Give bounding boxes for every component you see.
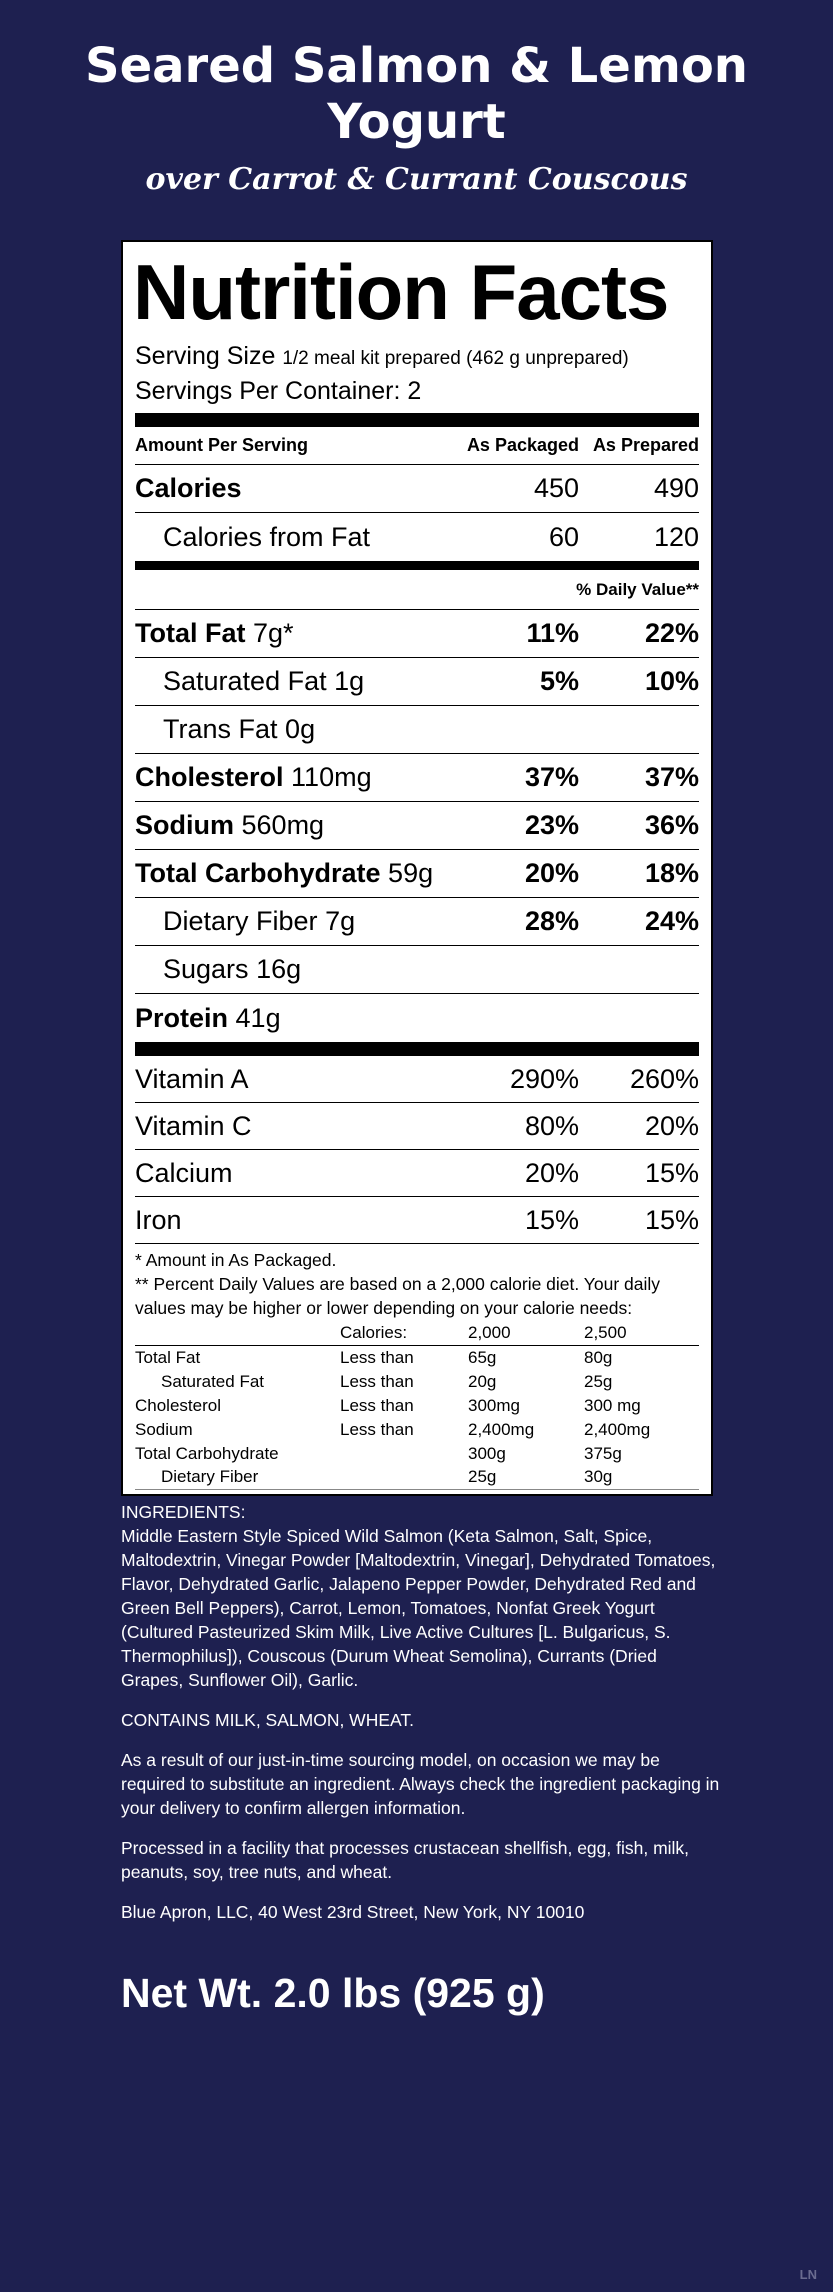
page-header xyxy=(0,0,833,197)
sourcing-notice: As a result of our just-in-time sourcing model, on occasion we may be required to substitute an ingredient. Always check the ingredient packaging in your delivery to confirm allergen information. xyxy=(121,1750,720,1818)
nutrient-row xyxy=(135,754,699,802)
as-prepared-header: As Prepared xyxy=(592,435,699,455)
daily-value-header: % Daily Value** xyxy=(576,579,699,599)
calories-from-fat-label: Calories from Fat xyxy=(163,521,371,552)
calories-prepared: 490 xyxy=(653,473,699,503)
vitamin-prepared: 15% xyxy=(644,1157,699,1188)
reference-cell: 300mg xyxy=(468,1395,520,1415)
vitamin-packaged: 290% xyxy=(509,1063,579,1094)
reference-cell: 25g xyxy=(468,1465,584,1489)
reference-cell xyxy=(340,1441,468,1465)
recipe-subtitle: over Carrot & Currant Couscous xyxy=(145,162,688,197)
net-weight: Net Wt. 2.0 lbs (925 g) xyxy=(121,1970,545,2016)
nutrient-name: Cholesterol xyxy=(135,762,284,792)
reference-table-header xyxy=(135,1321,699,1345)
footnotes xyxy=(135,1244,699,1320)
nutrient-name: Total Fat xyxy=(135,618,246,648)
reference-cell: Less than xyxy=(340,1371,414,1391)
reference-cell: Saturated Fat xyxy=(161,1371,265,1391)
calories-from-fat-packaged: 60 xyxy=(548,521,579,552)
vitamin-name: Vitamin C xyxy=(135,1110,252,1141)
nutrient-dv-prepared: 37% xyxy=(644,762,699,792)
vitamin-row xyxy=(135,1150,699,1197)
reference-cell: 30g xyxy=(584,1465,699,1489)
divider-thick xyxy=(135,1042,699,1056)
calories-from-fat-row xyxy=(135,513,699,561)
vitamin-packaged: 20% xyxy=(524,1157,579,1188)
divider-thick xyxy=(135,413,699,427)
vitamin-row xyxy=(135,1056,699,1103)
serving-size-label: Serving Size xyxy=(135,342,276,370)
reference-table-row xyxy=(135,1369,699,1393)
vitamin-name: Calcium xyxy=(135,1157,233,1188)
ingredients-text: Middle Eastern Style Spiced Wild Salmon (Keta Salmon, Salt, Spice, Maltodextrin, Vinegar Powder [Maltodextrin, Vinegar], Dehydrated Tomatoes, Flavor, Dehydrated Garlic, Jalapeno Pepper Powder, Dehydrated Red and Green Bell Peppers), Carrot, Lemon, Tomatoes, Nonfat Greek Yogurt (Cultured Pasteurized Skim Milk, Live Active Cultures [L. Bulgaricus, S. Thermophilus]), Couscous (Durum Wheat Semolina), Currants (Dried Grapes, Sunflower Oil), Garlic. xyxy=(121,1526,716,1690)
reference-table-row xyxy=(135,1393,699,1417)
vitamin-name: Vitamin A xyxy=(135,1063,249,1094)
reference-header-cell xyxy=(135,1321,340,1345)
reference-cell: 300g xyxy=(468,1443,506,1463)
calories-label: Calories xyxy=(135,473,242,503)
reference-cell: 65g xyxy=(468,1347,497,1367)
daily-value-reference-table xyxy=(135,1321,699,1490)
reference-cell: Sodium xyxy=(135,1419,193,1439)
nutrient-dv-packaged: 5% xyxy=(539,666,579,696)
nutrient-dv-packaged: 23% xyxy=(524,810,579,840)
vitamin-row xyxy=(135,1103,699,1150)
nutrient-row xyxy=(135,850,699,898)
reference-cell: Less than xyxy=(340,1419,414,1439)
vitamin-prepared: 20% xyxy=(644,1110,699,1141)
reference-table-row xyxy=(135,1441,699,1465)
calories-row xyxy=(135,465,699,513)
reference-cell: Total Carbohydrate xyxy=(135,1443,279,1463)
vitamin-prepared: 260% xyxy=(629,1063,699,1094)
reference-header-cell: 2,000 xyxy=(468,1321,584,1345)
nutrient-row xyxy=(135,610,699,658)
reference-table-row xyxy=(135,1417,699,1441)
nutrient-amount: 110mg xyxy=(291,762,372,792)
nutrient-dv-packaged: 37% xyxy=(524,762,579,792)
nutrient-row xyxy=(135,802,699,850)
reference-cell: 20g xyxy=(468,1371,497,1391)
vitamin-prepared: 15% xyxy=(644,1204,699,1235)
amount-per-serving-label: Amount Per Serving xyxy=(135,435,309,455)
nutrient-row xyxy=(135,898,699,946)
vitamin-packaged: 80% xyxy=(524,1110,579,1141)
servings-per-container: Servings Per Container: 2 xyxy=(135,377,422,405)
serving-size-value: 1/2 meal kit prepared (462 g unprepared) xyxy=(282,348,629,369)
vitamin-name: Iron xyxy=(135,1204,182,1235)
nutrient-amount: 16g xyxy=(256,954,302,984)
nutrient-amount: 560mg xyxy=(241,810,325,840)
calories-from-fat-prepared: 120 xyxy=(653,521,699,552)
nutrient-amount: 1g xyxy=(334,666,365,696)
serving-size xyxy=(135,340,699,375)
nutrient-dv-packaged: 11% xyxy=(526,618,579,648)
reference-cell: Less than xyxy=(340,1395,414,1415)
nutrient-dv-prepared: 22% xyxy=(644,618,699,648)
reference-table-row xyxy=(135,1465,699,1489)
reference-cell: Dietary Fiber xyxy=(135,1465,340,1489)
recipe-title: Seared Salmon & Lemon Yogurt xyxy=(85,38,748,150)
nutrient-amount: 7g xyxy=(325,906,356,936)
vitamin-packaged: 15% xyxy=(524,1204,579,1235)
reference-cell: 2,400mg xyxy=(468,1419,535,1439)
footnote-packaged: * Amount in As Packaged. xyxy=(135,1250,337,1270)
nutrient-name: Sodium xyxy=(135,810,234,840)
corner-mark: LN xyxy=(799,2267,817,2282)
nutrient-dv-prepared: 10% xyxy=(644,666,699,696)
facility-notice: Processed in a facility that processes crustacean shellfish, egg, fish, milk, peanuts, soy, tree nuts, and wheat. xyxy=(121,1838,690,1882)
nutrient-amount: 59g xyxy=(388,858,434,888)
reference-cell xyxy=(340,1465,468,1489)
nutrient-row xyxy=(135,706,699,754)
allergen-contains: CONTAINS MILK, SALMON, WHEAT. xyxy=(121,1710,414,1730)
nutrient-row xyxy=(135,658,699,706)
vitamin-row xyxy=(135,1197,699,1244)
nutrition-facts-title: Nutrition Facts xyxy=(133,248,669,336)
reference-cell: 2,400mg xyxy=(584,1419,651,1439)
nutrient-name: Trans Fat xyxy=(163,714,278,744)
nutrient-amount: 0g xyxy=(285,714,316,744)
calories-packaged: 450 xyxy=(533,473,579,503)
nutrition-label xyxy=(121,240,713,1496)
reference-cell: 25g xyxy=(584,1371,613,1391)
reference-cell: Less than xyxy=(340,1347,414,1367)
nutrient-row xyxy=(135,994,699,1042)
nutrient-dv-packaged: 20% xyxy=(524,858,579,888)
column-header-row xyxy=(135,427,699,465)
reference-header-cell: 2,500 xyxy=(584,1321,699,1345)
ingredients-heading: INGREDIENTS: xyxy=(121,1502,246,1522)
nutrient-dv-prepared: 18% xyxy=(644,858,699,888)
nutrient-amount: 7g* xyxy=(253,618,294,648)
reference-cell: Cholesterol xyxy=(135,1395,221,1415)
ingredients-section xyxy=(121,1500,721,1940)
reference-header-cell: Calories: xyxy=(340,1321,468,1345)
nutrient-dv-packaged: 28% xyxy=(524,906,579,936)
nutrient-row xyxy=(135,946,699,994)
nutrient-name: Dietary Fiber xyxy=(163,906,318,936)
reference-cell: 80g xyxy=(584,1347,613,1367)
reference-cell: 300 mg xyxy=(584,1395,641,1415)
divider-medium xyxy=(135,561,699,570)
reference-cell: 375g xyxy=(584,1443,622,1463)
nutrient-name: Sugars xyxy=(163,954,249,984)
reference-table-row xyxy=(135,1345,699,1369)
nutrient-dv-prepared: 36% xyxy=(644,810,699,840)
nutrient-name: Saturated Fat xyxy=(163,666,327,696)
as-packaged-header: As Packaged xyxy=(466,435,579,455)
nutrient-amount: 41g xyxy=(235,1002,281,1033)
footnote-daily-values: ** Percent Daily Values are based on a 2,000 calorie diet. Your daily values may be higher or lower depending on your calorie needs: xyxy=(135,1274,661,1318)
nutrient-dv-prepared: 24% xyxy=(644,906,699,936)
daily-value-header-row xyxy=(135,570,699,610)
nutrient-name: Total Carbohydrate xyxy=(135,858,381,888)
nutrient-name: Protein xyxy=(135,1002,229,1033)
company-address: Blue Apron, LLC, 40 West 23rd Street, New York, NY 10010 xyxy=(121,1902,585,1922)
reference-cell: Total Fat xyxy=(135,1347,201,1367)
